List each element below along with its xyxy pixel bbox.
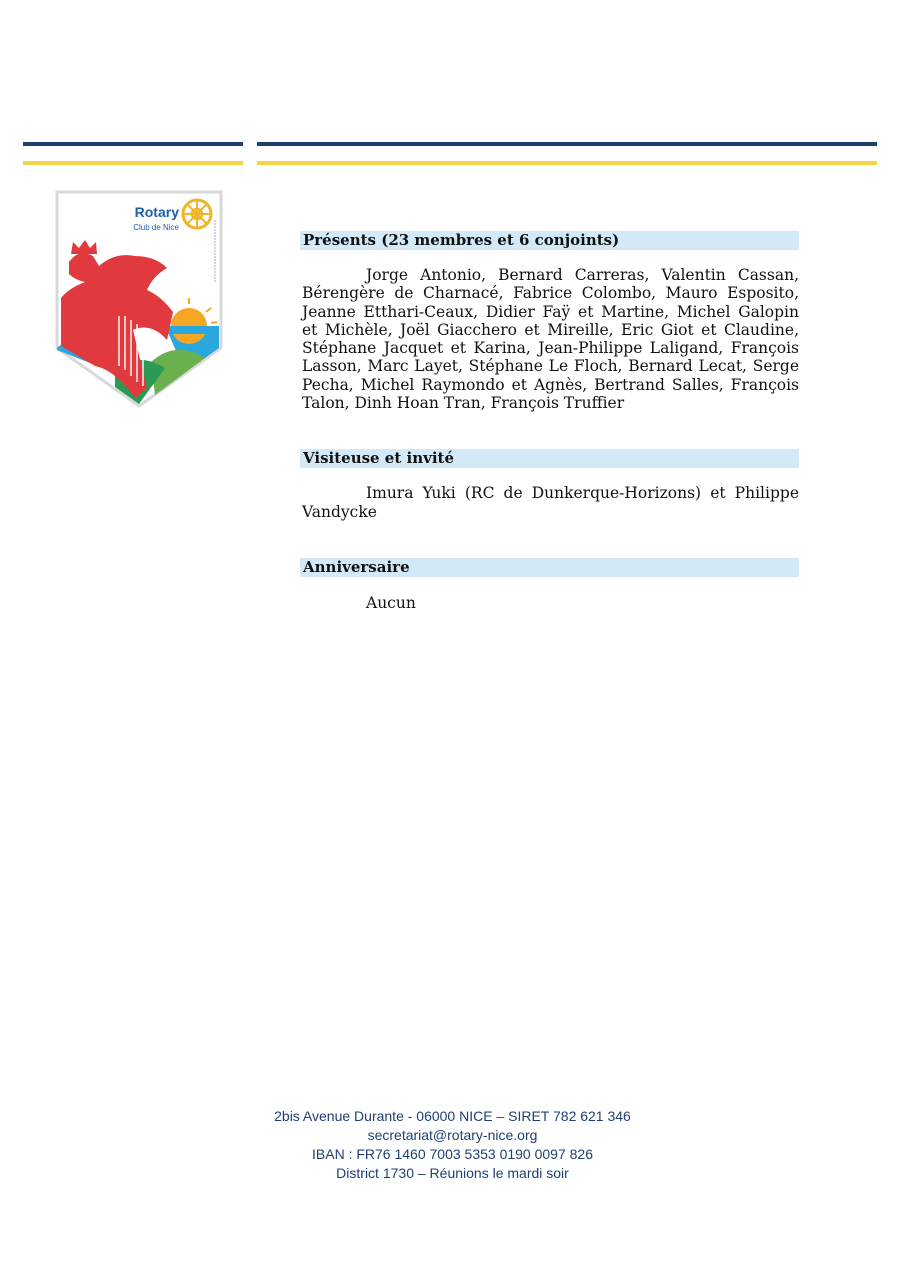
section-presents — [300, 231, 799, 412]
presents-list: Jorge Antonio, Bernard Carreras, Valentin Cassan, Bérengère de Charnacé, Fabrice Colombo, Mauro Esposito, Jeanne Etthari-Ceaux, Didier Faÿ et Martine, Michel Galopin et Michèle, Joël Giacchero et Mireille, Eric Giot et Claudine, Stéphane Jacquet et Karina, Jean-Philippe Laligand, François Lasson, Marc Layet, Stéphane Le Floch, Bernard Lecat, Serge Pecha, Michel Raymondo et Agnès, Bertrand Salles, François Talon, Dinh Hoan Tran, François Truffier — [302, 266, 799, 413]
header-rule-blue-right — [257, 142, 877, 146]
logo-brand-text: Rotary — [134, 204, 179, 220]
section-heading-visiteuse: Visiteuse et invité — [300, 449, 799, 468]
header-rule-blue-left — [23, 142, 243, 146]
footer-address: 2bis Avenue Durante - 06000 NICE – SIRET 782 621 346 — [274, 1108, 631, 1124]
footer-district: District 1730 – Réunions le mardi soir — [336, 1165, 569, 1181]
header-rule-yellow-right — [257, 161, 877, 165]
rotary-club-nice-logo — [55, 190, 223, 408]
logo-club-text: Club de Nice — [133, 223, 179, 232]
section-anniversaire — [300, 558, 799, 612]
header-rule-yellow-left — [23, 161, 243, 165]
anniversaire-text: Aucun — [366, 593, 416, 612]
section-visiteuse — [300, 449, 799, 521]
section-heading-anniversaire: Anniversaire — [300, 558, 799, 577]
footer-email: secretariat@rotary-nice.org — [367, 1127, 538, 1143]
attendance-content — [300, 231, 799, 612]
footer-iban: IBAN : FR76 1460 7003 5353 0190 0097 826 — [312, 1146, 593, 1162]
footer — [0, 1107, 905, 1183]
visiteuse-list: Imura Yuki (RC de Dunkerque-Horizons) et Philippe Vandycke — [302, 484, 799, 521]
section-heading-presents: Présents (23 membres et 6 conjoints) — [300, 231, 799, 250]
